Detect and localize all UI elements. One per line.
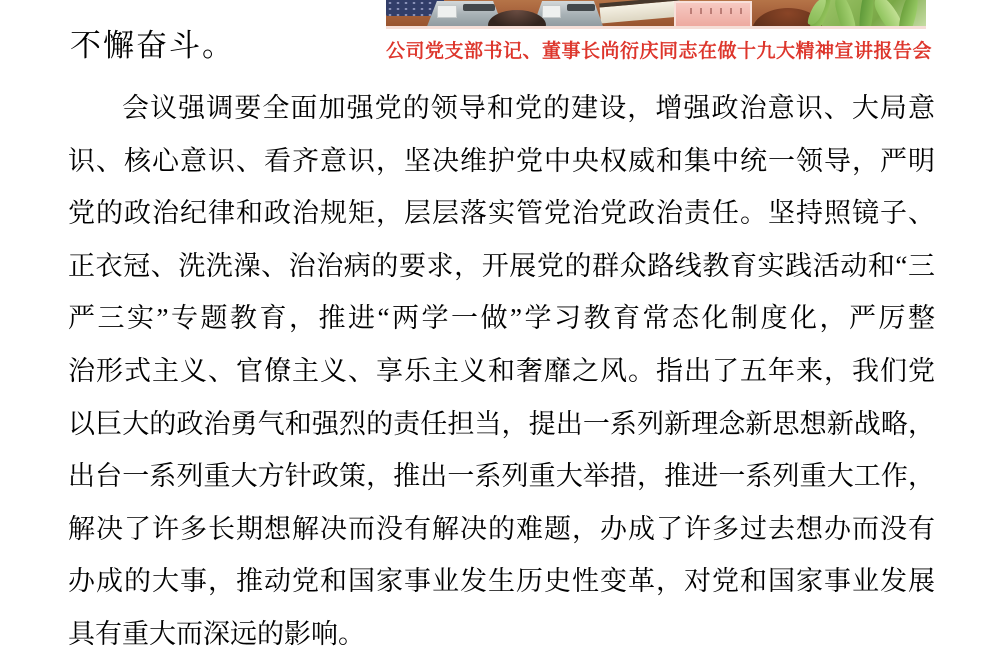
body-line: 具有重大而深远的影响。 [68, 618, 365, 649]
body-line: 党的政治纪律和政治规矩，层层落实管党治党政治责任。坚持照镜子、 [68, 198, 935, 229]
previous-paragraph-tail-text: 不懈奋斗。 [70, 28, 235, 63]
photo-caption: 公司党支部书记、董事长尚衍庆同志在做十九大精神宣讲报告会 [386, 41, 933, 62]
photo-sign-markings [682, 8, 744, 14]
photo-device-slot [567, 4, 596, 11]
body-line: 正衣冠、洗洗澡、治治病的要求，开展党的群众路线教育实践活动和“三 [68, 250, 935, 281]
photo-notebook [599, 0, 680, 23]
body-line: 会议强调要全面加强党的领导和党的建设，增强政治意识、大局意 [122, 93, 935, 123]
paragraph-body [68, 82, 935, 661]
body-line: 严三实”专题教育，推进“两学一做”学习教育常态化制度化，严厉整 [68, 303, 935, 334]
body-line: 解决了许多长期想解决而没有解决的难题，办成了许多过去想办而没有 [68, 513, 935, 544]
body-line: 治形式主义、官僚主义、享乐主义和奢靡之风。指出了五年来，我们党 [68, 355, 935, 386]
photo-device-label [542, 5, 561, 18]
body-line: 办成的大事，推动党和国家事业发生历史性变革，对党和国家事业发展 [68, 566, 935, 597]
body-line: 识、核心意识、看齐意识，坚决维护党中央权威和集中统一领导，严明 [68, 145, 935, 176]
body-line: 出台一系列重大方针政策，推出一系列重大举措，推进一系列重大工作， [68, 461, 935, 492]
photo-device-label [437, 5, 457, 18]
photo-device-slot [463, 4, 494, 11]
body-line: 以巨大的政治勇气和强烈的责任担当，提出一系列新理念新思想新战略， [68, 408, 935, 439]
meeting-photo [386, 0, 926, 29]
photo-pink-sign [674, 1, 752, 29]
